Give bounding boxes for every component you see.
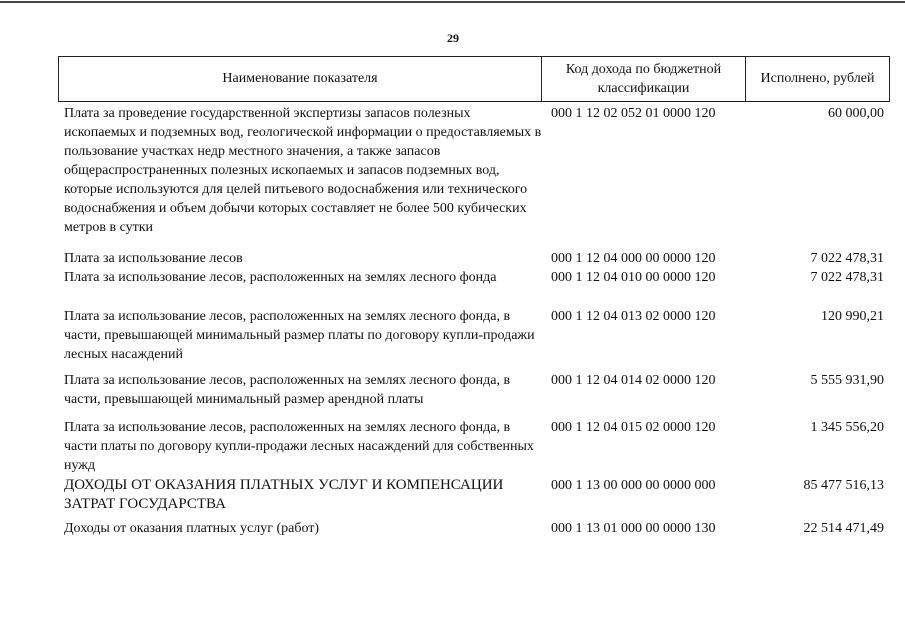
row-name: Плата за проведение государственной экспертизы запасов полезных ископаемых и подземных вод, геологической информации о предоставляемых в пользование участках недр местного значения, а также запасов общераспространенных полезных ископаемых и запасов подземных вод, которые используются для целей питьевого водоснабжения или технического водоснабжения и объем добычи которых составляет не более 500 кубических метров в сутки [64,106,542,235]
row-code: 000 1 12 04 013 02 0000 120 [551,309,716,324]
row-code: 000 1 12 02 052 01 0000 120 [551,106,716,121]
row-amount: 5 555 931,90 [810,373,884,388]
row-amount: 85 477 516,13 [803,478,884,493]
row-code: 000 1 13 00 000 00 0000 000 [551,478,716,493]
row-name: Плата за использование лесов, расположенных на землях лесного фонда [64,270,497,285]
row-amount: 1 345 556,20 [810,420,884,435]
table-header [58,56,890,102]
column-header-executed: Исполнено, рублей [760,71,875,86]
row-name: Плата за использование лесов, расположенных на землях лесного фонда, в части платы по договору купли-продажи лесных насаждений для собственных нужд [64,420,534,473]
row-name: ДОХОДЫ ОТ ОКАЗАНИЯ ПЛАТНЫХ УСЛУГ И КОМПЕНСАЦИИ ЗАТРАТ ГОСУДАРСТВА [64,477,504,512]
row-code: 000 1 12 04 014 02 0000 120 [551,373,716,388]
row-amount: 60 000,00 [828,106,884,121]
top-rule [0,1,905,3]
column-header-code: Код дохода по бюджетной классификации [542,57,746,101]
row-amount: 22 514 471,49 [803,521,884,536]
column-header-name: Наименование показателя [59,57,542,101]
row-name: Плата за использование лесов, расположенных на землях лесного фонда, в части, превышающей минимальный размер платы по договору купли-продажи лесных насаждений [64,309,535,362]
row-code: 000 1 13 01 000 00 0000 130 [551,521,716,536]
row-name: Плата за использование лесов [64,251,243,266]
row-code: 000 1 12 04 015 02 0000 120 [551,420,716,435]
row-code: 000 1 12 04 000 00 0000 120 [551,251,716,266]
page-number: 29 [447,31,459,45]
row-code: 000 1 12 04 010 00 0000 120 [551,270,716,285]
row-amount: 120 990,21 [821,309,884,324]
row-name: Плата за использование лесов, расположенных на землях лесного фонда, в части, превышающей минимальный размер арендной платы [64,373,511,407]
row-amount: 7 022 478,31 [810,270,884,285]
row-amount: 7 022 478,31 [810,251,884,266]
row-name: Доходы от оказания платных услуг (работ) [64,521,320,536]
